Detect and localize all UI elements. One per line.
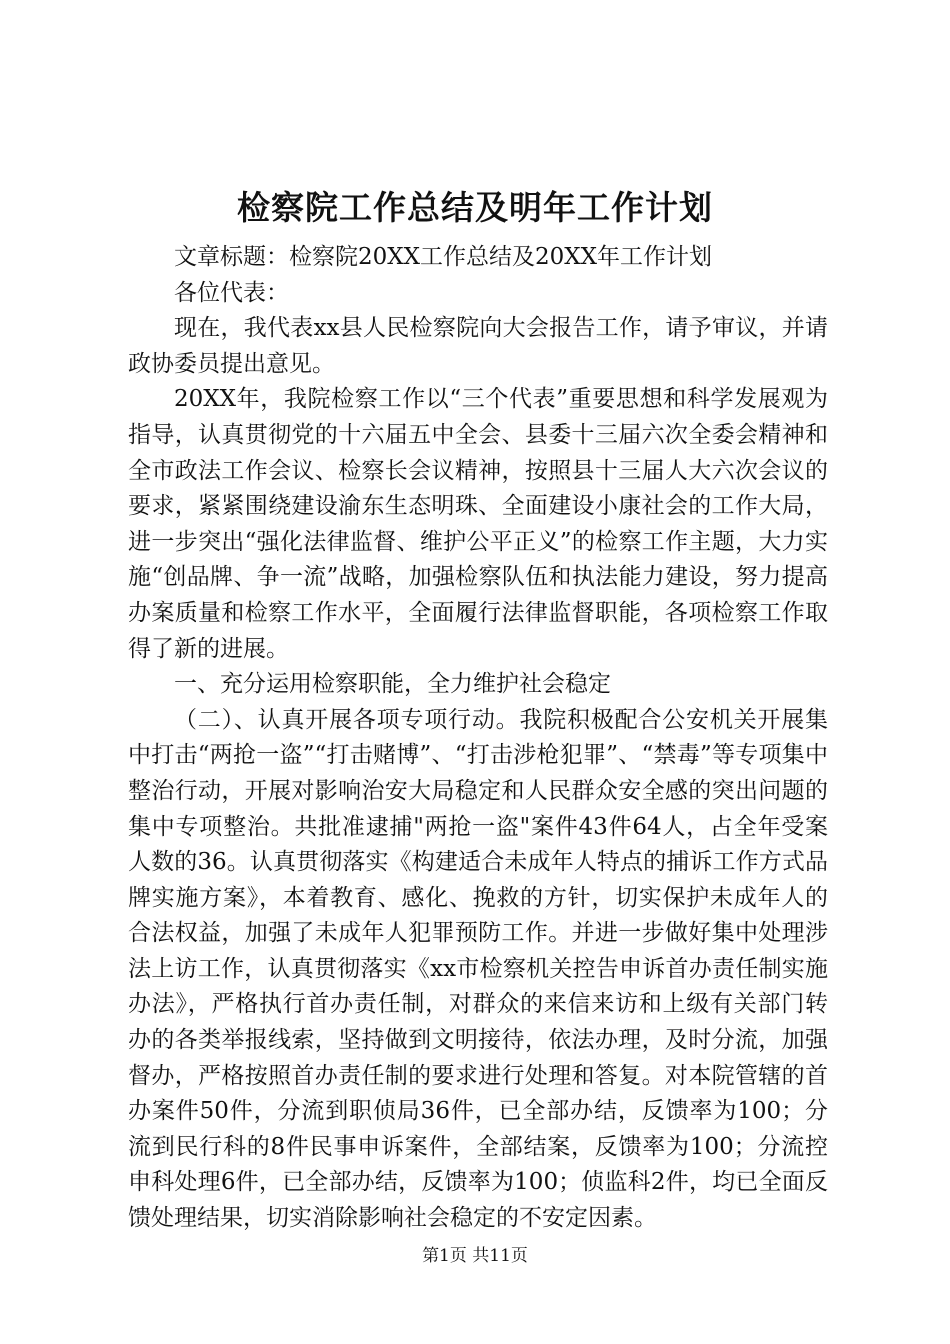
section-heading: 一、充分运用检察职能，全力维护社会稳定 [174,671,611,698]
article-title-line: 文章标题：检察院20XX工作总结及20XX年工作计划 [174,244,713,270]
salutation: 各位代表： [174,279,289,306]
document-body [128,240,828,1237]
paragraph-special-actions: （二）、认真开展各项专项行动。我院积极配合公安机关开展集中打击“两抢一盗”“打击赌博”、“打击涉枪犯罪”、“禁毒”等专项集中整治行动，开展对影响治安大局稳定和人民群众安全感的突出问题的集中专项整治。共批准逮捕"两抢一盗"案件43件64人，占全年受案人数的36。认真贯彻落实《构建适合未成年人特点的捕诉工作方式品牌实施方案》，本着教育、感化、挽救的方针，切实保护未成年人的合法权益，加强了未成年人犯罪预防工作。并进一步做好集中处理涉法上访工作，认真贯彻落实《xx市检察机关控告申诉首办责任制实施办法》，严格执行首办责任制，对群众的来信来访和上级有关部门转办的各类举报线索，坚持做到文明接待，依法办理，及时分流，加强督办，严格按照首办责任制的要求进行处理和答复。对本院管辖的首办案件50件，分流到职侦局36件，已全部办结，反馈率为100；分流到民行科的8件民事申诉案件，全部结案，反馈率为100；分流控申科处理6件，已全部办结，反馈率为100；侦监科2件，均已全面反馈处理结果，切实消除影响社会稳定的不安定因素。 [128,706,828,1232]
paragraph-overview: 20XX年，我院检察工作以“三个代表”重要思想和科学发展观为指导，认真贯彻党的十六届五中全会、县委十三届六次全委会精神和全市政法工作会议、检察长会议精神，按照县十三届人大六次会议的要求，紧紧围绕建设渝东生态明珠、全面建设小康社会的工作大局，进一步突出“强化法律监督、维护公平正义”的检察工作主题，大力实施“创品牌、争一流”战略，加强检察队伍和执法能力建设，努力提高办案质量和检察工作水平，全面履行法律监督职能，各项检察工作取得了新的进展。 [128,386,828,662]
document-title: 检察院工作总结及明年工作计划 [237,188,713,227]
page-number-footer: 第1页 共11页 [422,1246,528,1266]
paragraph-intro: 现在，我代表xx县人民检察院向大会报告工作，请予审议，并请政协委员提出意见。 [128,315,828,377]
